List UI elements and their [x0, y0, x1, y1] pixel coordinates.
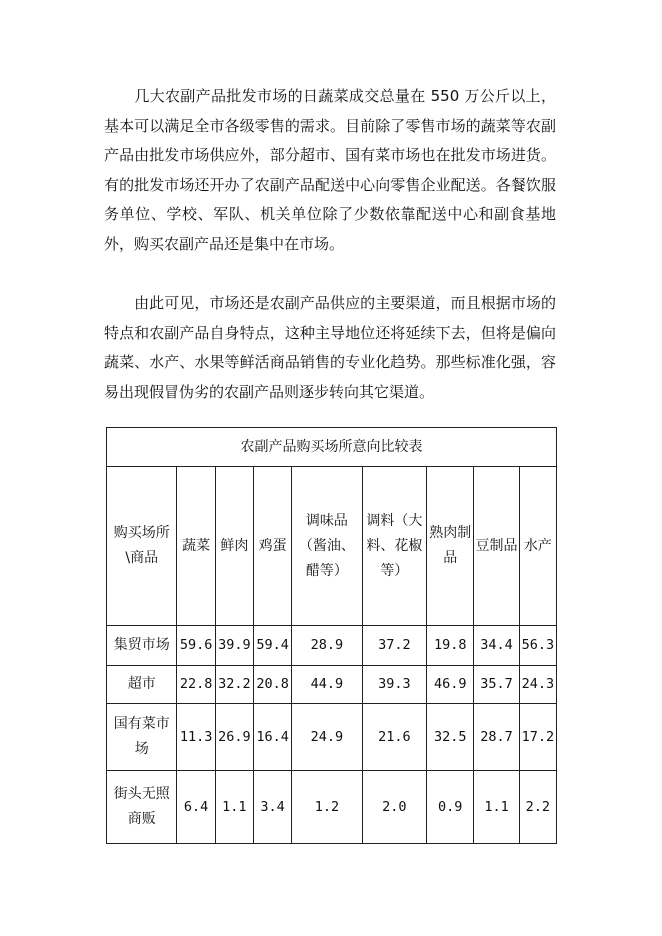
- table-cell: 1.1: [215, 771, 253, 844]
- column-header: 蔬菜: [177, 467, 215, 626]
- table-cell: 22.8: [177, 666, 215, 704]
- table-cell: 2.0: [362, 771, 426, 844]
- table-cell: 19.8: [427, 626, 474, 666]
- column-header: 鲜肉: [215, 467, 253, 626]
- column-header: 豆制品: [474, 467, 519, 626]
- column-header: 熟肉制品: [427, 467, 474, 626]
- paragraph-conclusion: [104, 289, 556, 407]
- table-cell: 28.7: [474, 704, 519, 771]
- comparison-table: [106, 427, 557, 844]
- paragraph-wholesale-markets: [104, 82, 556, 259]
- table-cell: 0.9: [427, 771, 474, 844]
- table-cell: 44.9: [292, 666, 362, 704]
- table-row: [107, 626, 557, 666]
- row-label: 街头无照商贩: [107, 771, 177, 844]
- table-cell: 59.6: [177, 626, 215, 666]
- table-cell: 3.4: [253, 771, 291, 844]
- paragraph-text: 几大农副产品批发市场的日蔬菜成交总量在 550 万公斤以上，基本可以满足全市各级零售的需求。目前除了零售市场的蔬菜等农副产品由批发市场供应外，部分超市、国有菜市场也在批发市场进货。有的批发市场还开办了农副产品配送中心向零售企业配送。各餐饮服务单位、学校、军队、机关单位除了少数依靠配送中心和副食基地外，购买农副产品还是集中在市场。: [104, 87, 556, 253]
- table-cell: 16.4: [253, 704, 291, 771]
- table-row: [107, 704, 557, 771]
- table-cell: 32.5: [427, 704, 474, 771]
- table-cell: 32.2: [215, 666, 253, 704]
- table-cell: 35.7: [474, 666, 519, 704]
- table-cell: 6.4: [177, 771, 215, 844]
- table-cell: 37.2: [362, 626, 426, 666]
- table-cell: 59.4: [253, 626, 291, 666]
- table-cell: 56.3: [519, 626, 556, 666]
- table-cell: 24.9: [292, 704, 362, 771]
- row-label: 国有菜市场: [107, 704, 177, 771]
- table-cell: 39.3: [362, 666, 426, 704]
- table-cell: 26.9: [215, 704, 253, 771]
- table-cell: 28.9: [292, 626, 362, 666]
- table-row: [107, 771, 557, 844]
- table-cell: 39.9: [215, 626, 253, 666]
- table-header-row: [107, 467, 557, 626]
- column-header: 鸡蛋: [253, 467, 291, 626]
- table-cell: 1.1: [474, 771, 519, 844]
- paragraph-text: 由此可见，市场还是农副产品供应的主要渠道，而且根据市场的特点和农副产品自身特点，这种主导地位还将延续下去，但将是偏向蔬菜、水产、水果等鲜活商品销售的专业化趋势。那些标准化强，容易出现假冒伪劣的农副产品则逐步转向其它渠道。: [104, 294, 556, 401]
- column-header: 调味品（酱油、醋等）: [292, 467, 362, 626]
- table-cell: 17.2: [519, 704, 556, 771]
- row-label: 集贸市场: [107, 626, 177, 666]
- table-cell: 11.3: [177, 704, 215, 771]
- row-label: 超市: [107, 666, 177, 704]
- table-cell: 20.8: [253, 666, 291, 704]
- table-cell: 1.2: [292, 771, 362, 844]
- corner-header: 购买场所\商品: [107, 467, 177, 626]
- table-cell: 24.3: [519, 666, 556, 704]
- column-header: 调料（大料、花椒等）: [362, 467, 426, 626]
- table-cell: 2.2: [519, 771, 556, 844]
- table-cell: 34.4: [474, 626, 519, 666]
- table-title: 农副产品购买场所意向比较表: [107, 428, 557, 467]
- column-header: 水产: [519, 467, 556, 626]
- table-cell: 46.9: [427, 666, 474, 704]
- table-row: [107, 666, 557, 704]
- table-cell: 21.6: [362, 704, 426, 771]
